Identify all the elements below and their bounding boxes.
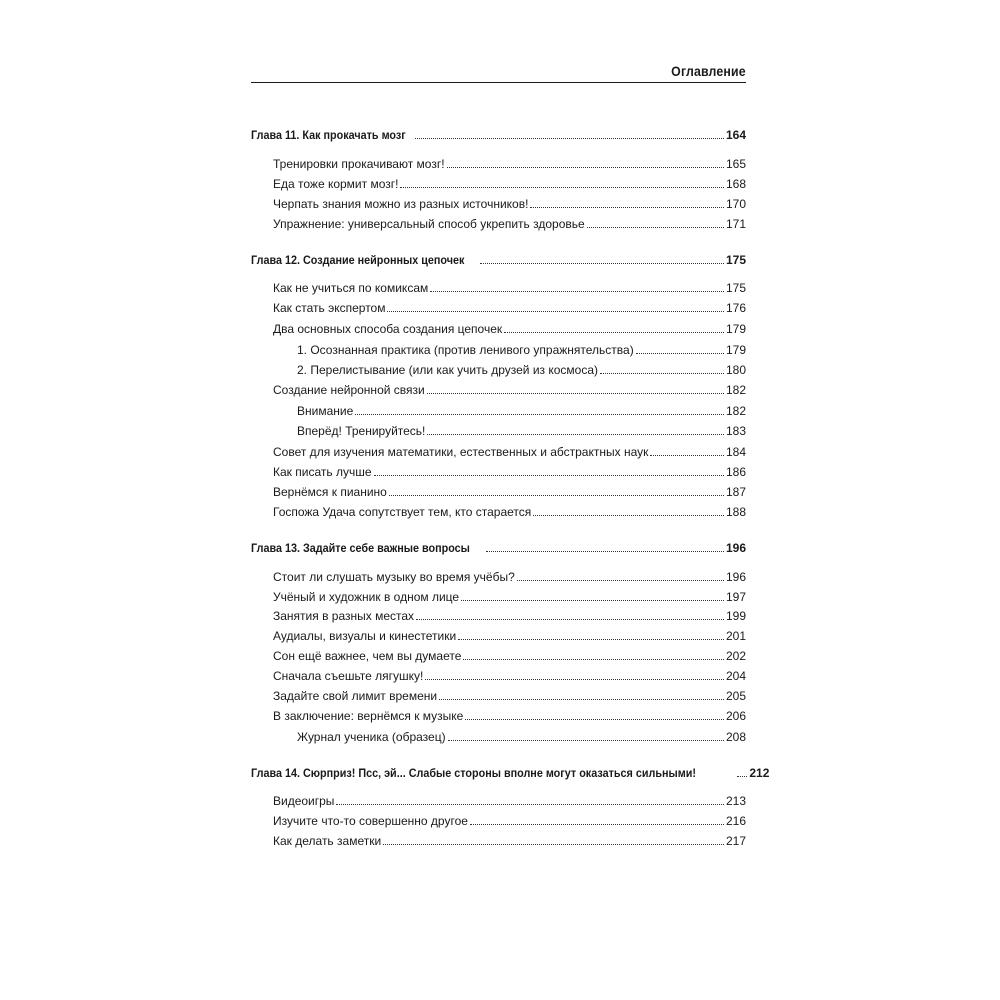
toc-section [273,812,746,828]
toc-entry-title: Как делать заметки [273,834,382,848]
dot-leader [430,291,724,292]
toc-section [297,341,746,357]
dot-leader [336,804,724,805]
dot-leader [465,719,724,720]
toc-entry-page: 186 [725,465,746,479]
dot-leader [486,551,724,552]
dot-leader [530,207,724,208]
toc-entry-page: 180 [725,363,746,377]
toc-entry-page: 196 [725,541,746,555]
toc-section [273,707,746,723]
toc-entry-title: Глава 13. Задайте себе важные вопросы [251,541,470,555]
toc-entry-title: Госпожа Удача сопутствует тем, кто старается [273,505,532,519]
toc-entry-page: 217 [725,834,746,848]
toc-entry-page: 202 [725,649,746,663]
dot-leader [650,455,724,456]
toc-entry-title: Сначала съешьте лягушку! [273,669,424,683]
toc-chapter [251,126,746,142]
dot-leader [517,580,724,581]
toc-entry-title: Упражнение: универсальный способ укрепить здоровье [273,217,585,231]
dot-leader [400,187,724,188]
toc-entry-page: 175 [725,253,746,267]
toc-entry-title: Тренировки прокачивают мозг! [273,157,445,171]
toc-entry-page: 176 [725,301,746,315]
toc-entry-title: В заключение: вернёмся к музыке [273,709,464,723]
toc-entry-title: Внимание [297,404,354,418]
toc-entry-title: Задайте свой лимит времени [273,689,438,703]
toc-entry-title: Еда тоже кормит мозг! [273,177,399,191]
toc-entry-title: 2. Перелистывание (или как учить друзей из космоса) [297,363,599,377]
toc-entry-page: 182 [725,404,746,418]
toc-section [273,175,746,191]
dot-leader [389,495,724,496]
toc-entry-page: 179 [725,343,746,357]
page-title: Оглавление [671,63,746,79]
toc-entry-page: 205 [725,689,746,703]
toc-entry-page: 179 [725,322,746,336]
dot-leader [504,332,724,333]
toc-entry-page: 199 [725,609,746,623]
toc-entry-page: 208 [725,730,746,744]
toc-section [297,728,746,744]
dot-leader [447,167,724,168]
toc-entry-title: Вперёд! Тренируйтесь! [297,424,426,438]
toc-section [273,832,746,848]
toc-section [273,503,746,519]
dot-leader [425,679,724,680]
toc-entry-title: Вернёмся к пианино [273,485,387,499]
toc-chapter [251,251,746,267]
toc-entry-title: Черпать знания можно из разных источников! [273,197,529,211]
toc-section [273,792,746,808]
toc-entry-title: Совет для изучения математики, естественных и абстрактных наук [273,445,649,459]
toc-section [273,607,746,623]
toc-entry-page: 183 [725,424,746,438]
dot-leader [461,600,724,601]
toc-section [273,483,746,499]
toc-entry-title: Два основных способа создания цепочек [273,322,503,336]
dot-leader [416,619,724,620]
toc-entry-page: 196 [725,570,746,584]
toc-section [273,568,746,584]
toc-entry-title: Аудиалы, визуалы и кинестетики [273,629,457,643]
toc-section [273,299,746,315]
toc-section [273,443,746,459]
toc-section [273,155,746,171]
dot-leader [427,393,724,394]
toc-entry-title: Сон ещё важнее, чем вы думаете [273,649,462,663]
toc-entry-page: 206 [725,709,746,723]
toc-section [273,279,746,295]
toc-entry-title: Журнал ученика (образец) [297,730,446,744]
toc-entry-title: Изучите что-то совершенно другое [273,814,468,828]
toc-entry-page: 182 [725,383,746,397]
dot-leader [439,699,724,700]
dot-leader [470,824,724,825]
dot-leader [374,475,724,476]
dot-leader [387,311,723,312]
toc-entry-page: 213 [725,794,746,808]
toc-section [297,422,746,438]
toc-entry-page: 187 [725,485,746,499]
toc-chapter [251,764,770,780]
toc-entry-page: 204 [725,669,746,683]
toc-entry-page: 164 [725,128,746,142]
page-header [251,58,746,83]
toc-section [297,361,746,377]
toc-section [273,588,746,604]
dot-leader [458,639,724,640]
toc-section [273,687,746,703]
toc-section [273,463,746,479]
toc-entry-page: 184 [725,445,746,459]
toc-section [273,667,746,683]
toc-entry-title: Учёный и художник в одном лице [273,590,460,604]
dot-leader [448,740,724,741]
dot-leader [463,659,724,660]
dot-leader [383,844,724,845]
toc-entry-page: 188 [725,505,746,519]
toc-entry-title: Занятия в разных местах [273,609,415,623]
toc-entry-page: 197 [725,590,746,604]
toc-entry-title: Глава 11. Как прокачать мозг [251,128,406,142]
toc-chapter [251,539,746,555]
dot-leader [737,776,747,777]
toc-section [273,215,746,231]
toc-section [273,195,746,211]
toc-entry-title: Глава 12. Создание нейронных цепочек [251,253,465,267]
toc-entry-title: 1. Осознанная практика (против ленивого упражнятельства) [297,343,634,357]
toc-entry-page: 216 [725,814,746,828]
toc-entry-page: 168 [725,177,746,191]
toc-entry-title: Создание нейронной связи [273,383,425,397]
toc-entry-page: 212 [749,766,770,780]
toc-section [273,320,746,336]
toc-entry-title: Видеоигры [273,794,335,808]
dot-leader [480,263,724,264]
toc-section [273,647,746,663]
dot-leader [427,434,724,435]
toc-entry-title: Стоит ли слушать музыку во время учёбы? [273,570,515,584]
toc-entry-page: 201 [725,629,746,643]
toc-section [297,402,746,418]
toc-section [273,381,746,397]
toc-entry-title: Как не учиться по комиксам [273,281,429,295]
toc-entry-page: 171 [725,217,746,231]
toc-section [273,627,746,643]
dot-leader [600,373,724,374]
toc-entry-title: Как писать лучше [273,465,372,479]
toc-entry-page: 170 [725,197,746,211]
dot-leader [415,138,724,139]
dot-leader [355,414,724,415]
dot-leader [533,515,724,516]
toc-entry-page: 175 [725,281,746,295]
toc-entry-title: Глава 14. Сюрприз! Псс, эй... Слабые стороны вполне могут оказаться сильными! [251,766,696,780]
dot-leader [636,353,724,354]
toc-entry-title: Как стать экспертом [273,301,386,315]
dot-leader [587,227,724,228]
toc-entry-page: 165 [725,157,746,171]
